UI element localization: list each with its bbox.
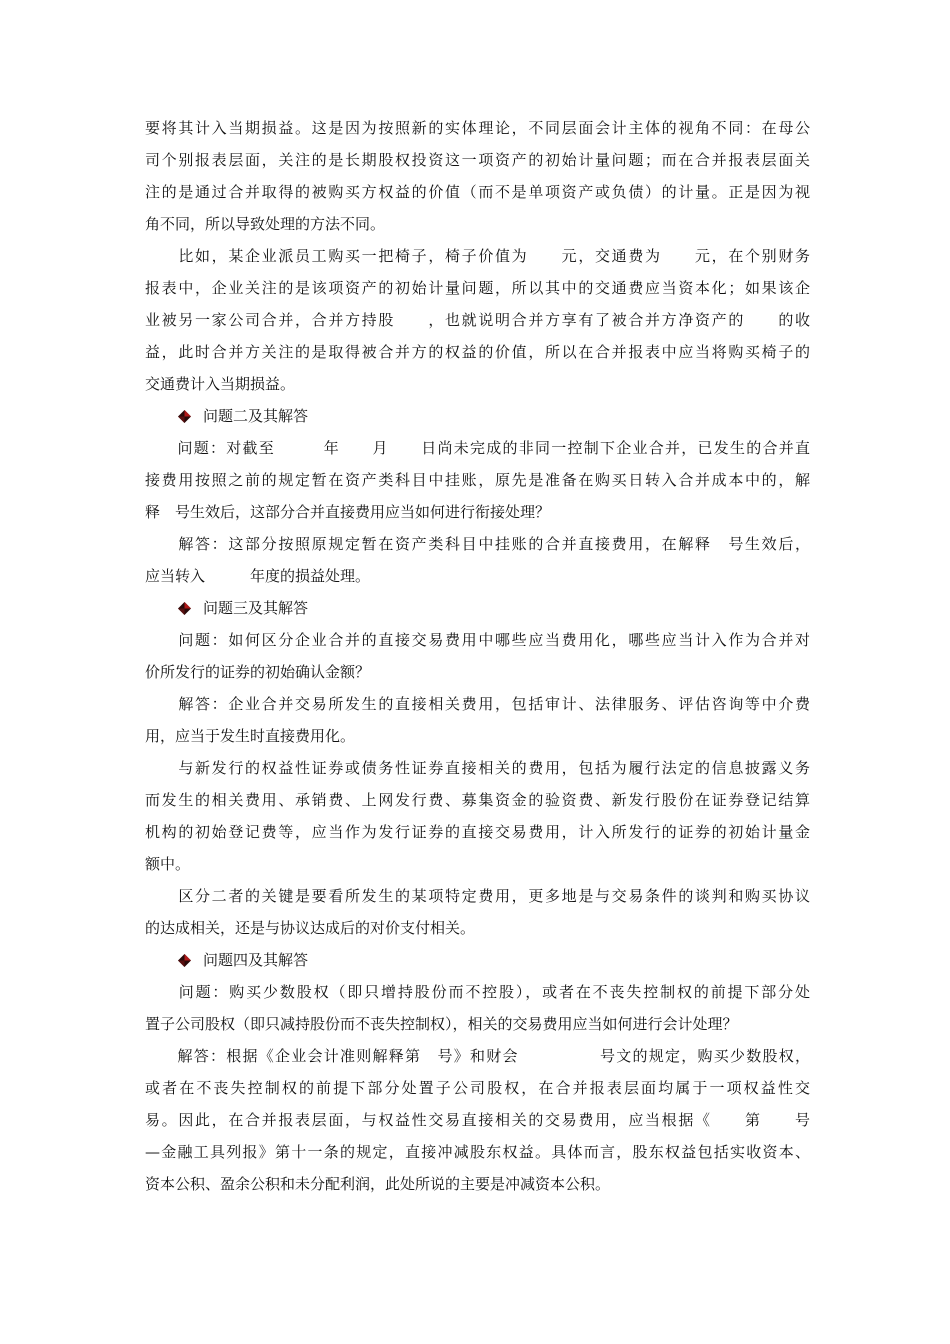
paragraph-line: 解答：这部分按照原规定暂在资产类科目中挂账的合并直接费用，在解释 号生效后， xyxy=(145,535,810,553)
paragraph-line: 或者在不丧失控制权的前提下部分处置子公司股权，在合并报表层面均属于一项权益性交 xyxy=(145,1079,810,1097)
paragraph-line: 接费用按照之前的规定暂在资产类科目中挂账，原先是准备在购买日转入合并成本中的，解 xyxy=(145,471,810,489)
body-paragraph xyxy=(145,880,810,944)
paragraph-line: 释 号生效后，这部分合并直接费用应当如何进行衔接处理？ xyxy=(145,503,551,521)
paragraph-line: —金融工具列报》第十一条的规定，直接冲减股东权益。具体而言，股东权益包括实收资本、 xyxy=(145,1143,810,1161)
document-body xyxy=(145,112,810,1200)
paragraph-line: 资本公积、盈余公积和未分配利润，此处所说的主要是冲减资本公积。 xyxy=(145,1175,611,1193)
body-paragraph xyxy=(145,752,810,880)
body-paragraph xyxy=(145,240,810,400)
paragraph-line: 应当转入 年度的损益处理。 xyxy=(145,567,371,585)
body-paragraph xyxy=(145,1040,810,1200)
paragraph-line: 的达成相关，还是与协议达成后的对价支付相关。 xyxy=(145,919,476,937)
section-heading xyxy=(145,400,810,432)
paragraph-line: 置子公司股权（即只减持股份而不丧失控制权），相关的交易费用应当如何进行会计处理？ xyxy=(145,1015,738,1033)
diamond-bullet-icon xyxy=(178,602,191,615)
diamond-bullet-icon xyxy=(178,410,191,423)
paragraph-line: 区分二者的关键是要看所发生的某项特定费用，更多地是与交易条件的谈判和购买协议 xyxy=(145,887,810,905)
section-heading-text: 问题二及其解答 xyxy=(203,407,309,425)
paragraph-line: 额中。 xyxy=(145,855,191,873)
section-heading xyxy=(145,592,810,624)
paragraph-line: 问题：如何区分企业合并的直接交易费用中哪些应当费用化，哪些应当计入作为合并对 xyxy=(145,631,810,649)
paragraph-line: 业被另一家公司合并，合并方持股 ，也就说明合并方享有了被合并方净资产的 的收 xyxy=(145,311,810,329)
paragraph-line: 注的是通过合并取得的被购买方权益的价值（而不是单项资产或负债）的计量。正是因为视 xyxy=(145,183,810,201)
paragraph-line: 解答：根据《企业会计准则解释第 号》和财会 号文的规定，购买少数股权， xyxy=(145,1047,810,1065)
section-heading-text: 问题三及其解答 xyxy=(203,599,309,617)
paragraph-line: 交通费计入当期损益。 xyxy=(145,375,296,393)
paragraph-line: 用，应当于发生时直接费用化。 xyxy=(145,727,356,745)
paragraph-line: 角不同，所以导致处理的方法不同。 xyxy=(145,215,386,233)
paragraph-line: 比如，某企业派员工购买一把椅子，椅子价值为 元，交通费为 元，在个别财务 xyxy=(145,247,810,265)
body-paragraph xyxy=(145,528,810,592)
paragraph-line: 易。因此，在合并报表层面，与权益性交易直接相关的交易费用，应当根据《 第 号 xyxy=(145,1111,810,1129)
paragraph-line: 问题：对截至 年 月 日尚未完成的非同一控制下企业合并，已发生的合并直 xyxy=(145,439,810,457)
body-paragraph xyxy=(145,432,810,528)
diamond-bullet-icon xyxy=(178,954,191,967)
paragraph-line: 与新发行的权益性证券或债务性证券直接相关的费用，包括为履行法定的信息披露义务 xyxy=(145,759,810,777)
body-paragraph xyxy=(145,976,810,1040)
section-heading-text: 问题四及其解答 xyxy=(203,951,309,969)
body-paragraph xyxy=(145,112,810,240)
body-paragraph xyxy=(145,624,810,688)
paragraph-line: 价所发行的证券的初始确认金额？ xyxy=(145,663,371,681)
section-heading xyxy=(145,944,810,976)
paragraph-line: 益，此时合并方关注的是取得被合并方的权益的价值，所以在合并报表中应当将购买椅子的 xyxy=(145,343,810,361)
paragraph-line: 而发生的相关费用、承销费、上网发行费、募集资金的验资费、新发行股份在证券登记结算 xyxy=(145,791,810,809)
paragraph-line: 要将其计入当期损益。这是因为按照新的实体理论，不同层面会计主体的视角不同：在母公 xyxy=(145,119,810,137)
paragraph-line: 司个别报表层面，关注的是长期股权投资这一项资产的初始计量问题；而在合并报表层面关 xyxy=(145,151,810,169)
body-paragraph xyxy=(145,688,810,752)
paragraph-line: 报表中，企业关注的是该项资产的初始计量问题，所以其中的交通费应当资本化；如果该企 xyxy=(145,279,810,297)
paragraph-line: 解答：企业合并交易所发生的直接相关费用，包括审计、法律服务、评估咨询等中介费 xyxy=(145,695,810,713)
paragraph-line: 机构的初始登记费等，应当作为发行证券的直接交易费用，计入所发行的证券的初始计量金 xyxy=(145,823,810,841)
paragraph-line: 问题：购买少数股权（即只增持股份而不控股），或者在不丧失控制权的前提下部分处 xyxy=(145,983,810,1001)
